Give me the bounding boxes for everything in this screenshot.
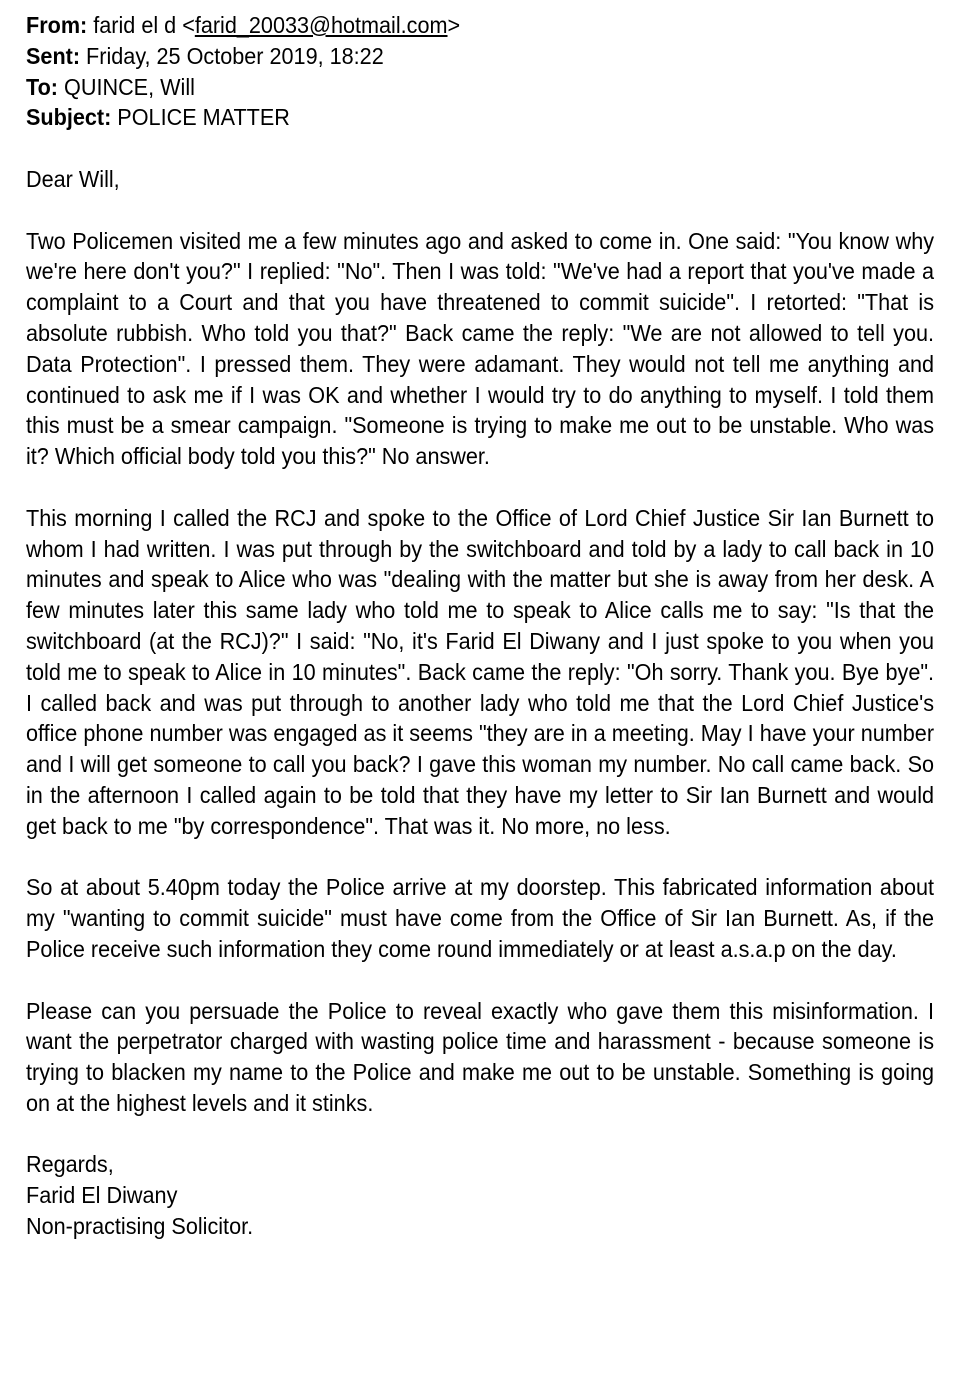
subject-line <box>26 102 934 133</box>
to-label: To: <box>26 73 59 100</box>
email-document <box>26 10 934 1242</box>
from-name: farid el d < <box>87 12 195 38</box>
from-label: From: <box>26 12 88 38</box>
signature-name: Farid El Diwany <box>26 1182 178 1209</box>
sent-label: Sent: <box>26 42 81 69</box>
to-value: QUINCE, Will <box>58 73 195 100</box>
closing-regards: Regards, <box>26 1151 114 1178</box>
from-email-link[interactable]: farid_20033@hotmail.com <box>194 12 448 38</box>
email-body <box>26 10 934 1242</box>
sent-value: Friday, 25 October 2019, 18:22 <box>80 42 384 69</box>
paragraph-3: So at about 5.40pm today the Police arrive at my doorstep. This fabricated information about my "wanting to commit suicide" must have come from the Office of Sir Ian Burnett. As, if the Police receive such information they come round immediately or at least a.s.a.p on the day. <box>26 874 935 962</box>
to-line <box>26 72 934 103</box>
paragraph-1: Two Policemen visited me a few minutes ago and asked to come in. One said: "You know why we're here don't you?" I replied: "No". Then I was told: "We've had a report that you've made a complaint to a Court and that you have threatened to commit suicide". I retorted: "That is absolute rubbish. Who told you that?" Back came the reply: "We are not allowed to tell you. Data Protection". I pressed them. They were adamant. They would not tell me anything and continued to ask me if I was OK and whether I would try to do anything to myself. I told them this must be a smear campaign. "Someone is trying to make me out to be unstable. Who was it? Which official body told you this?" No answer. <box>26 227 935 470</box>
from-line <box>26 10 934 41</box>
from-end: > <box>447 12 461 38</box>
subject-value: POLICE MATTER <box>111 104 290 131</box>
paragraph-4: Please can you persuade the Police to reveal exactly who gave them this misinformation. I want the perpetrator charged with wasting police time and harassment - because someone is trying to blacken my name to the Police and make me out to be unstable. Something is going on at the highest levels and it stinks. <box>26 997 935 1116</box>
subject-label: Subject: <box>26 104 112 131</box>
sent-line <box>26 41 934 72</box>
salutation: Dear Will, <box>26 165 120 192</box>
paragraph-2: This morning I called the RCJ and spoke to the Office of Lord Chief Justice Sir Ian Burnett to whom I had written. I was put through by the switchboard and told by a lady to call back in 10 minutes and speak to Alice who was "dealing with the matter but she is away from her desk. A few minutes later this same lady who told me to speak to Alice calls me to say: "Is that the switchboard (at the RCJ)?" I said: "No, it's Farid El Diwany and I just spoke to you when you told me to speak to Alice in 10 minutes". Back came the reply: "Oh sorry. Thank you. Bye bye". I called back and was put through to another lady who told me that the Lord Chief Justice's office phone number was engaged as it seems "they are in a meeting. May I have your number and I will get someone to call you back? I gave this woman my number. No call came back. So in the afternoon I called again to be told that they have my letter to Sir Ian Burnett and would get back to me "by correspondence". That was it. No more, no less. <box>26 504 935 839</box>
signature-title: Non-practising Solicitor. <box>26 1213 254 1240</box>
